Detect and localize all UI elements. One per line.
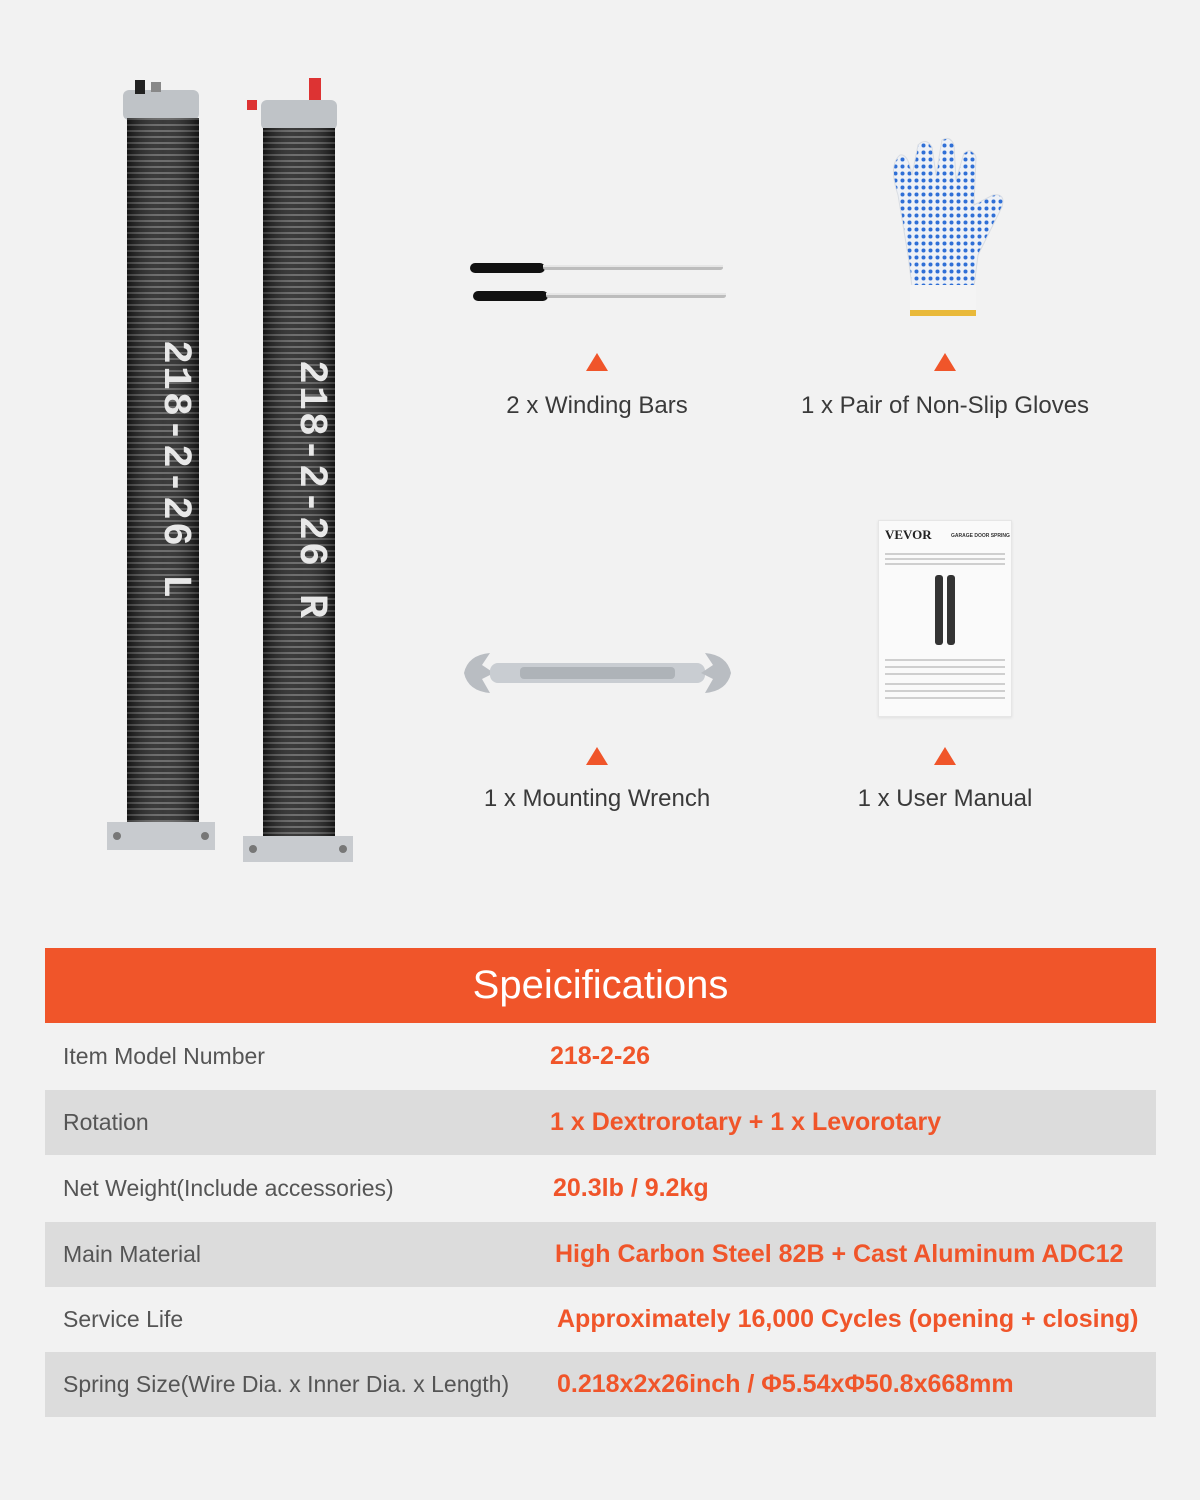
manual-title: GARAGE DOOR SPRING [951, 533, 1010, 539]
winding-bars-icon [465, 255, 730, 310]
spec-value: 1 x Dextrorotary + 1 x Levorotary [550, 1108, 942, 1136]
spec-key: Main Material [63, 1241, 202, 1267]
gloves-icon [878, 135, 1013, 320]
spec-row [45, 1222, 1156, 1287]
specifications-title: Speicifications [45, 948, 1156, 1023]
spec-key: Rotation [63, 1109, 149, 1135]
spec-value: 218-2-26 [550, 1042, 651, 1070]
accessory-label-manual: 1 x User Manual [857, 785, 1033, 812]
wrench-icon [460, 645, 735, 700]
accessory-label-winding-bars: 2 x Winding Bars [506, 392, 688, 419]
spec-row [45, 1352, 1156, 1417]
spec-value: 20.3lb / 9.2kg [553, 1174, 709, 1202]
spec-row [45, 1023, 1156, 1090]
torsion-springs-image [95, 70, 365, 870]
spec-key: Net Weight(Include accessories) [63, 1175, 394, 1201]
spec-key: Item Model Number [63, 1043, 265, 1069]
pointer-triangle [586, 747, 608, 765]
spec-value: High Carbon Steel 82B + Cast Aluminum ADC12 [555, 1240, 1124, 1268]
spec-value: 0.218x2x26inch / Φ5.54xΦ50.8x668mm [557, 1370, 1014, 1398]
accessory-label-wrench: 1 x Mounting Wrench [483, 785, 711, 812]
spec-row [45, 1090, 1156, 1155]
spec-row [45, 1287, 1156, 1352]
spec-row [45, 1155, 1156, 1222]
spec-value: Approximately 16,000 Cycles (opening + closing) [557, 1305, 1139, 1333]
spec-key: Spring Size(Wire Dia. x Inner Dia. x Length) [63, 1371, 510, 1397]
pointer-triangle [586, 353, 608, 371]
pointer-triangle [934, 353, 956, 371]
manual-brand: VEVOR [885, 527, 932, 542]
spec-key: Service Life [63, 1306, 184, 1332]
pointer-triangle [934, 747, 956, 765]
right-spring-marking: 218-2-26 R [288, 360, 333, 621]
manual-icon [878, 520, 1012, 717]
left-spring-marking: 218-2-26 L [152, 340, 197, 601]
accessory-label-gloves: 1 x Pair of Non-Slip Gloves [800, 392, 1090, 419]
specifications-table [45, 1023, 1156, 1417]
